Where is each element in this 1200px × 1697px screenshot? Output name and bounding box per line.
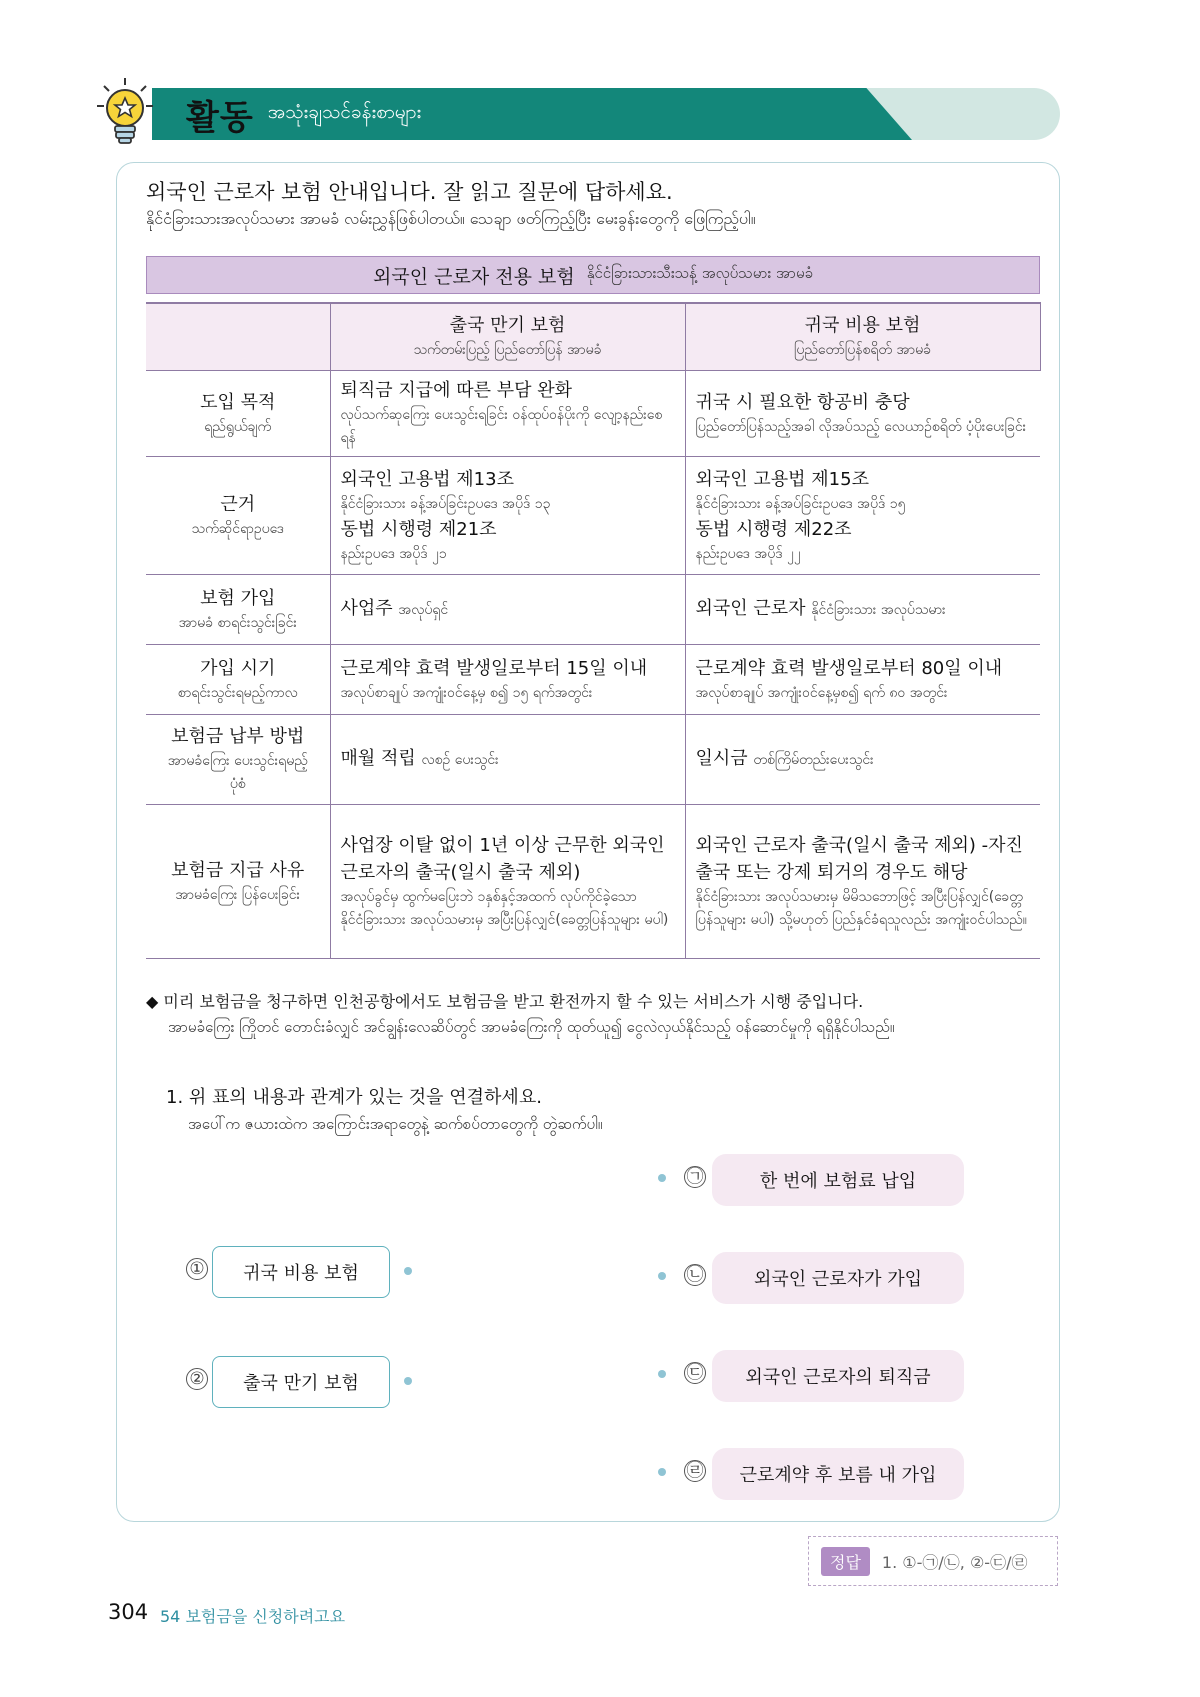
row-header-enrollment: 보험 가입 အာမခံ စာရင်းသွင်းခြင်း — [146, 575, 330, 645]
table-title-ko: 외국인 근로자 전용 보험 — [373, 265, 575, 288]
table-row-enrollment — [146, 575, 1040, 645]
match-dot-right-4[interactable] — [658, 1468, 666, 1476]
table-corner-cell — [146, 303, 330, 371]
cell-basis-departure: 외국인 고용법 제13조 နိုင်ငံခြားသား ခန့်အပ်ခြင်းဥပဒေ အပိုဒ် ၁၃ 동법 시행령 제21조 နည်းဥပဒေ အပိုဒ် ၂၁ — [330, 457, 685, 575]
match-num-right-3: ㉢ — [684, 1362, 706, 1384]
header-title-my: အသုံးချသင်ခန်းစာများ — [267, 101, 422, 123]
cell-payout-departure: 사업장 이탈 없이 1년 이상 근무한 외국인 근로자의 출국(일시 출국 제외) အလုပ်ခွင်မှ ထွက်မပြေးဘဲ ၁နှစ်နှင့်အထက် လုပ်ကိုင်ခဲ့သော နိုင်ငံခြားသား အလုပ်သမားမှ အပြီးပြန်လျှင်(ခေတ္တပြန်သူများ မပါ) — [330, 805, 685, 959]
match-option-right-4[interactable]: 근로계약 후 보름 내 가입 — [712, 1448, 964, 1500]
header-title-ko: 활동 — [186, 97, 254, 138]
cell-enrollment-return: 외국인 근로자 နိုင်ငံခြားသား အလုပ်သမား — [685, 575, 1040, 645]
cell-purpose-return: 귀국 시 필요한 항공비 충당 ပြည်တော်ပြန်သည့်အခါ လိုအပ်သည့် လေယာဉ်စရိတ် ပံ့ပိုးပေးခြင်း — [685, 371, 1040, 457]
match-num-right-2: ㉡ — [684, 1264, 706, 1286]
row-header-enrollment-period: 가입 시기 စာရင်းသွင်းရမည့်ကာလ — [146, 645, 330, 715]
instruction-ko: 외국인 근로자 보험 안내입니다. 잘 읽고 질문에 답하세요. — [146, 180, 673, 204]
instruction-my: နိုင်ငံခြားသားအလုပ်သမား အာမခံ လမ်းညွှန်ဖြစ်ပါတယ်။ သေချာ ဖတ်ကြည့်ပြီး မေးခွန်းတွေကို ဖြေကြည့်ပါ။ — [146, 209, 756, 228]
table-row-payment-method — [146, 715, 1040, 805]
table-title — [146, 256, 1040, 294]
cell-payment-return: 일시금 တစ်ကြိမ်တည်းပေးသွင်း — [685, 715, 1040, 805]
table-title-my: နိုင်ငံခြားသားသီးသန့် အလုပ်သမား အာမခံ — [586, 264, 813, 282]
match-dot-right-3[interactable] — [658, 1370, 666, 1378]
table-row-enrollment-period — [146, 645, 1040, 715]
match-option-right-2[interactable]: 외국인 근로자가 가입 — [712, 1252, 964, 1304]
column-header-return-cost-insurance: 귀국 비용 보험 ပြည်တော်ပြန်စရိတ် အာမခံ — [685, 303, 1040, 371]
match-dot-left-2[interactable] — [404, 1377, 412, 1385]
cell-purpose-departure: 퇴직금 지급에 따른 부담 완화 လုပ်သက်ဆုကြေး ပေးသွင်းရခြင်း ဝန်ထုပ်ဝန်ပိုးကို လျော့နည်းစေရန် — [330, 371, 685, 457]
cell-period-return: 근로계약 효력 발생일로부터 80일 이내 အလုပ်စာချုပ် အကျုံးဝင်နေ့မှစ၍ ရက် ၈၀ အတွင်း — [685, 645, 1040, 715]
match-option-right-1[interactable]: 한 번에 보험료 납입 — [712, 1154, 964, 1206]
match-option-left-1[interactable]: 귀국 비용 보험 — [212, 1246, 390, 1298]
match-dot-right-1[interactable] — [658, 1174, 666, 1182]
header-title — [186, 90, 421, 138]
row-header-legal-basis: 근거 သက်ဆိုင်ရာဥပဒေ — [146, 457, 330, 575]
table-row-purpose — [146, 371, 1040, 457]
row-header-purpose: 도입 목적 ရည်ရွယ်ချက် — [146, 371, 330, 457]
cell-payment-departure: 매월 적립 လစဉ် ပေးသွင်း — [330, 715, 685, 805]
row-header-payment-method: 보험금 납부 방법 အာမခံကြေး ပေးသွင်းရမည့်ပုံစံ — [146, 715, 330, 805]
cell-basis-return: 외국인 고용법 제15조 နိုင်ငံခြားသား ခန့်အပ်ခြင်းဥပဒေ အပိုဒ် ၁၅ 동법 시행령 제22조 နည်းဥပဒေ အပိုဒ် ၂၂ — [685, 457, 1040, 575]
answer-badge: 정답 — [821, 1547, 870, 1576]
cell-period-departure: 근로계약 효력 발생일로부터 15일 이내 အလုပ်စာချုပ် အကျုံးဝင်နေ့မှ စ၍ ၁၅ ရက်အတွင်း — [330, 645, 685, 715]
page-number: 304 — [108, 1600, 149, 1624]
match-num-left-2: ② — [186, 1368, 208, 1390]
chapter-title: 54 보험금을 신청하려고요 — [160, 1607, 346, 1626]
note-ko: ◆ 미리 보험금을 청구하면 인천공항에서도 보험금을 받고 환전까지 할 수 있는 서비스가 시행 중입니다. — [146, 992, 864, 1011]
match-num-right-4: ㉣ — [684, 1460, 706, 1482]
question-1-ko: 1. 위 표의 내용과 관계가 있는 것을 연결하세요. — [166, 1087, 542, 1108]
question-1-my: အပေါ်က ဇယားထဲက အကြောင်းအရာတွေနဲ့ ဆက်စပ်တာတွေကို တွဲဆက်ပါ။ — [188, 1115, 603, 1133]
match-option-right-3[interactable]: 외국인 근로자의 퇴직금 — [712, 1350, 964, 1402]
note-my: အာမခံကြေး ကြိုတင် တောင်းခံလျှင် အင်ချွန်းလေဆိပ်တွင် အာမခံကြေးကို ထုတ်ယူ၍ ငွေလဲလှယ်နိုင်သည့် ဝန်ဆောင်မှုကို ရရှိနိုင်ပါသည်။ — [168, 1018, 895, 1036]
match-num-left-1: ① — [186, 1258, 208, 1280]
question-1 — [166, 1084, 602, 1136]
column-header-departure-insurance: 출국 만기 보험 သက်တမ်းပြည့် ပြည်တော်ပြန် အာမခံ — [330, 303, 685, 371]
match-num-right-1: ㉠ — [684, 1166, 706, 1188]
row-header-payout-reason: 보험금 지급 사유 အာမခံကြေး ပြန်ပေးခြင်း — [146, 805, 330, 959]
answer-box — [808, 1536, 1058, 1586]
match-dot-right-2[interactable] — [658, 1272, 666, 1280]
lightbulb-icon — [96, 76, 154, 146]
table-row-payout-reason — [146, 805, 1040, 959]
insurance-table — [146, 302, 1041, 959]
match-option-left-2[interactable]: 출국 만기 보험 — [212, 1356, 390, 1408]
table-row-legal-basis — [146, 457, 1040, 575]
airport-service-note — [146, 990, 1026, 1041]
cell-payout-return: 외국인 근로자 출국(일시 출국 제외) -자진 출국 또는 강제 퇴거의 경우도 해당 နိုင်ငံခြားသား အလုပ်သမားမှ မိမိသဘောဖြင့် အပြီးပြန်လျှင်(ခေတ္တပြန်သူများ မပါ) သို့မဟုတ် ပြည်နှင်ခံရသူလည်း အကျုံးဝင်ပါသည်။ — [685, 805, 1040, 959]
table-header-row — [146, 303, 1040, 371]
answer-text: 1. ①-㉠/㉡, ②-㉢/㉣ — [881, 1552, 1028, 1572]
match-dot-left-1[interactable] — [404, 1267, 412, 1275]
cell-enrollment-departure: 사업주 အလုပ်ရှင် — [330, 575, 685, 645]
